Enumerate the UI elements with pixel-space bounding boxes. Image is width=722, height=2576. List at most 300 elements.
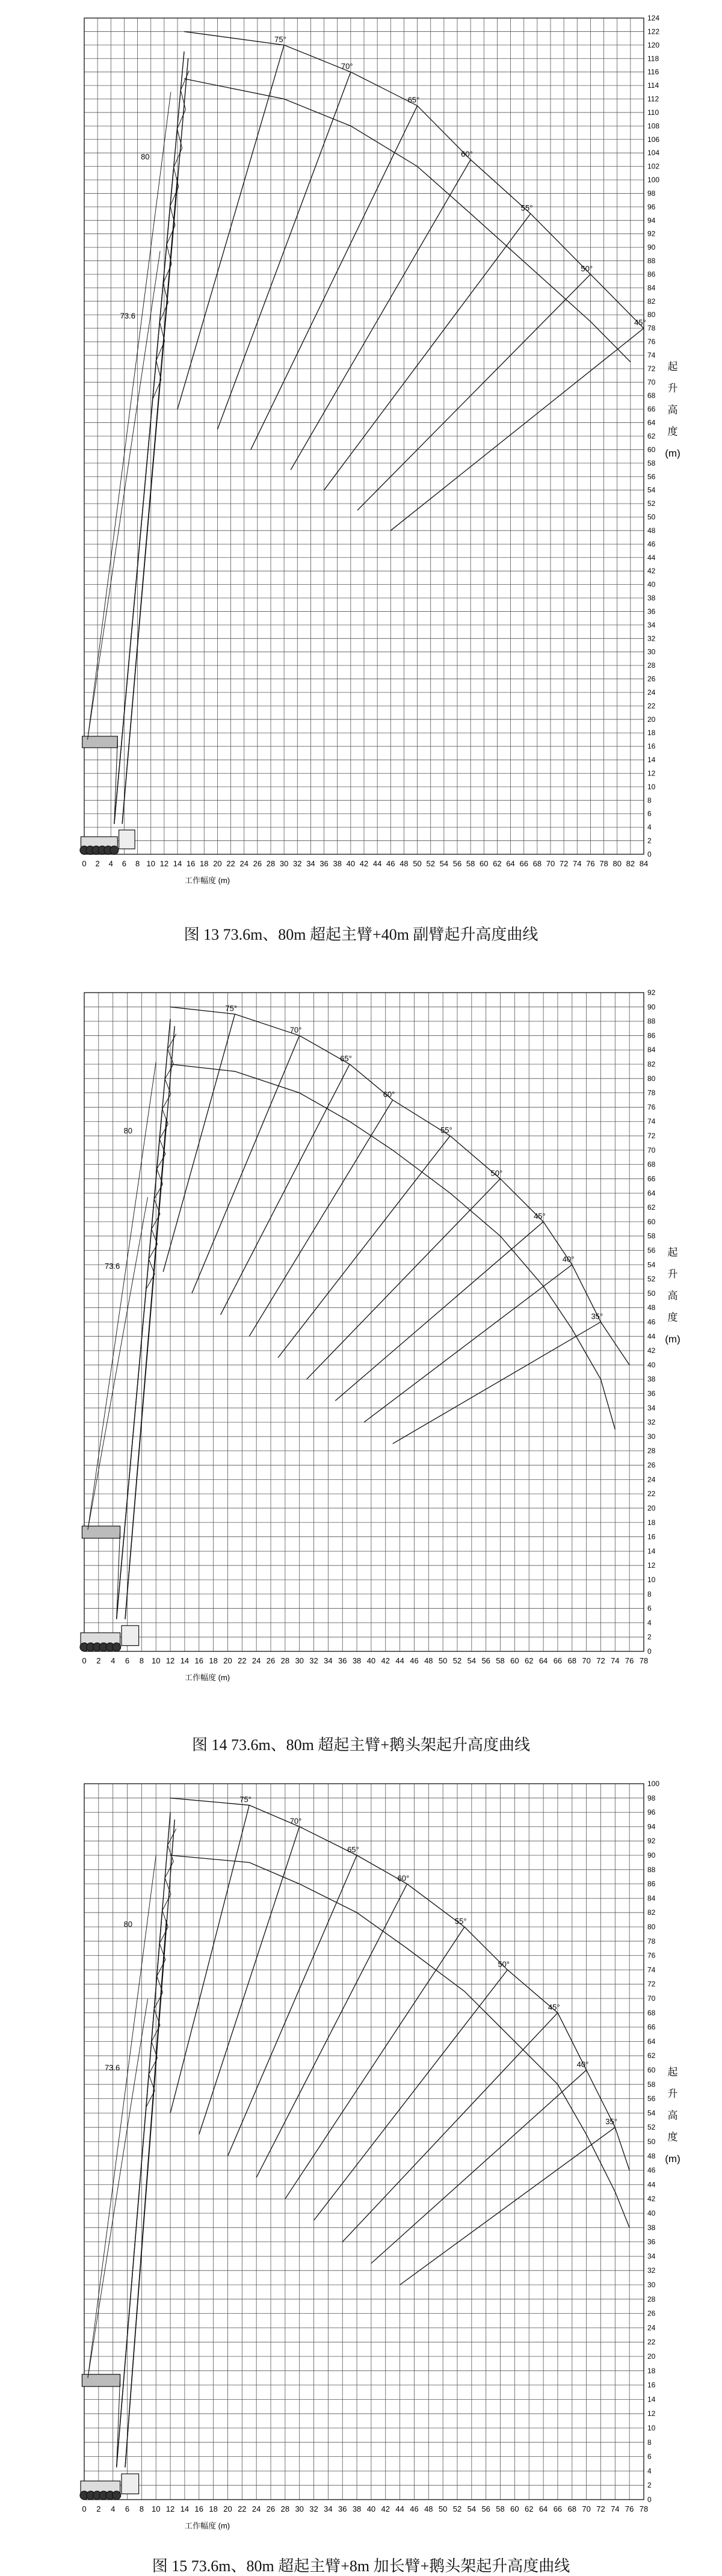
y-axis-label-char: 高 [667, 1290, 678, 1302]
y-tick-label: 62 [647, 2051, 656, 2060]
boom-group [88, 1813, 176, 2468]
figure-14 [0, 981, 722, 1775]
y-tick-label: 84 [647, 1046, 656, 1055]
x-tick-label: 26 [253, 859, 262, 868]
y-tick-label: 24 [647, 2323, 656, 2332]
y-tick-label: 26 [647, 2309, 656, 2318]
y-tick-label: 42 [647, 567, 656, 576]
x-tick-label: 14 [180, 1656, 190, 1665]
x-tick-label: 58 [496, 1656, 505, 1665]
x-tick-label: 40 [366, 2504, 376, 2513]
counterweight-tray [82, 1526, 120, 1538]
y-tick-label: 22 [647, 2338, 656, 2347]
y-tick-label: 14 [647, 2395, 656, 2404]
y-tick-label: 32 [647, 634, 656, 643]
jib-angle-label: 50° [498, 1959, 510, 1969]
y-tick-label: 38 [647, 2223, 656, 2232]
y-tick-label: 44 [647, 1332, 656, 1341]
x-tick-label: 58 [496, 2504, 505, 2513]
y-tick-label: 8 [647, 796, 652, 805]
y-tick-label: 74 [647, 1117, 656, 1126]
y-tick-label: 52 [647, 499, 656, 508]
x-tick-label: 84 [639, 859, 649, 868]
y-tick-label: 62 [647, 432, 656, 440]
y-tick-label: 56 [647, 2094, 656, 2103]
boom-lattice [153, 71, 189, 399]
jib-angle-line [371, 2070, 587, 2263]
superlift-mast [117, 1530, 120, 1619]
y-tick-label: 30 [647, 647, 656, 656]
jib-angle-line [390, 328, 644, 531]
x-tick-label: 60 [480, 859, 489, 868]
x-tick-label: 4 [111, 2504, 116, 2513]
x-tick-label: 46 [410, 2504, 419, 2513]
y-tick-label: 86 [647, 1031, 656, 1040]
x-tick-label: 12 [165, 2504, 175, 2513]
x-tick-label: 34 [324, 2504, 333, 2513]
jib-angle-label: 65° [340, 1054, 352, 1064]
y-tick-label: 42 [647, 1346, 656, 1355]
y-tick-label: 96 [647, 202, 656, 211]
y-tick-label: 86 [647, 270, 656, 279]
x-tick-label: 6 [122, 859, 127, 868]
y-tick-label: 94 [647, 216, 656, 225]
carrier-cab [119, 830, 135, 849]
y-tick-label: 62 [647, 1203, 656, 1212]
x-axis-label: 工作幅度 (m) [185, 876, 230, 885]
y-tick-label: 64 [647, 418, 656, 427]
y-tick-label: 12 [647, 769, 656, 778]
x-tick-label: 2 [96, 2504, 101, 2513]
x-tick-label: 60 [510, 2504, 519, 2513]
y-tick-label: 22 [647, 1490, 656, 1499]
y-tick-label: 66 [647, 1174, 656, 1183]
jib-angle-label: 40° [562, 1254, 575, 1264]
x-tick-label: 56 [481, 1656, 490, 1665]
x-tick-label: 40 [346, 859, 356, 868]
x-tick-label: 58 [466, 859, 475, 868]
x-tick-label: 70 [582, 2504, 591, 2513]
y-tick-label: 72 [647, 1132, 656, 1141]
jib-angle-line [227, 1855, 357, 2156]
jib-angle-label: 35° [591, 1311, 603, 1321]
x-tick-label: 24 [251, 2504, 261, 2513]
x-tick-label: 76 [625, 1656, 634, 1665]
y-tick-label: 82 [647, 297, 656, 306]
x-tick-label: 64 [538, 2504, 548, 2513]
y-tick-label: 90 [647, 243, 656, 252]
y-tick-label: 106 [647, 135, 660, 144]
y-tick-label: 44 [647, 2180, 656, 2189]
x-tick-label: 66 [519, 859, 528, 868]
x-tick-label: 54 [467, 1656, 477, 1665]
y-tick-label: 40 [647, 580, 656, 589]
y-tick-label: 10 [647, 1575, 656, 1584]
x-tick-label: 64 [538, 1656, 548, 1665]
y-tick-label: 12 [647, 1561, 656, 1570]
y-tick-label: 60 [647, 445, 656, 454]
jib-angle-line [324, 214, 531, 490]
boom-length-label: 80 [123, 1126, 133, 1136]
y-axis-label-char: (m) [665, 448, 680, 459]
x-tick-label: 10 [151, 2504, 161, 2513]
x-tick-label: 0 [82, 2504, 87, 2513]
superlift-mast [117, 2378, 120, 2468]
height-envelope-curve [170, 1064, 615, 1429]
y-tick-label: 104 [647, 149, 660, 158]
y-tick-label: 36 [647, 2237, 656, 2246]
y-tick-label: 40 [647, 1360, 656, 1369]
y-tick-label: 78 [647, 324, 656, 333]
y-axis-label-char: (m) [665, 1333, 680, 1345]
y-tick-label: 16 [647, 742, 656, 751]
x-tick-label: 80 [612, 859, 622, 868]
y-axis-label-char: 起 [667, 2066, 678, 2078]
y-tick-label: 34 [647, 2252, 656, 2261]
y-tick-label: 30 [647, 1432, 656, 1441]
x-tick-label: 72 [559, 859, 569, 868]
x-tick-label: 52 [452, 1656, 462, 1665]
y-tick-label: 16 [647, 1532, 656, 1541]
y-tick-label: 92 [647, 988, 656, 997]
y-tick-label: 48 [647, 1303, 656, 1312]
y-tick-label: 74 [647, 351, 656, 360]
carrier-wheel [113, 2491, 121, 2500]
jib-angle-label: 50° [581, 263, 593, 273]
x-tick-label: 44 [372, 859, 382, 868]
x-tick-label: 10 [146, 859, 155, 868]
x-tick-label: 36 [338, 2504, 347, 2513]
jib-angle-line [357, 274, 591, 510]
y-tick-label: 110 [647, 108, 659, 117]
main-boom-line [122, 177, 177, 824]
x-tick-label: 72 [596, 2504, 605, 2513]
jib-angle-label: 65° [407, 95, 420, 105]
y-tick-label: 64 [647, 2037, 656, 2046]
y-tick-label: 48 [647, 2151, 656, 2160]
y-tick-label: 8 [647, 2438, 652, 2447]
y-axis-label-char: 起 [667, 1246, 678, 1259]
y-tick-label: 118 [647, 54, 659, 63]
y-tick-label: 72 [647, 364, 656, 373]
x-tick-label: 78 [639, 1656, 649, 1665]
x-tick-label: 16 [186, 859, 196, 868]
y-tick-label: 94 [647, 1822, 656, 1831]
x-tick-label: 40 [366, 1656, 376, 1665]
x-tick-label: 4 [108, 859, 113, 868]
carrier-cab [122, 1625, 139, 1645]
x-tick-label: 76 [586, 859, 595, 868]
y-tick-label: 80 [647, 310, 656, 319]
y-tick-label: 124 [647, 14, 660, 22]
x-tick-label: 30 [295, 2504, 304, 2513]
y-tick-label: 112 [647, 94, 659, 103]
main-boom-line [125, 1118, 167, 1619]
y-tick-label: 42 [647, 2195, 656, 2204]
pendant-line [88, 92, 171, 740]
x-tick-label: 48 [400, 859, 409, 868]
x-tick-label: 50 [413, 859, 422, 868]
main-boom-line [114, 170, 173, 824]
y-tick-label: 100 [647, 176, 660, 185]
x-tick-label: 18 [200, 859, 209, 868]
y-tick-label: 88 [647, 256, 656, 265]
y-tick-label: 66 [647, 405, 656, 414]
x-tick-label: 14 [180, 2504, 190, 2513]
jib-angle-label: 70° [289, 1025, 302, 1035]
y-tick-label: 46 [647, 1317, 656, 1327]
x-axis-label: 工作幅度 (m) [185, 1673, 230, 1682]
y-tick-label: 60 [647, 1217, 656, 1226]
y-tick-label: 0 [647, 850, 652, 858]
figure-15-caption: 图 15 73.6m、80m 超起主臂+8m 加长臂+鹅头架起升高度曲线 [152, 2557, 570, 2575]
y-axis-label-char: 度 [667, 426, 678, 437]
y-tick-label: 68 [647, 391, 656, 400]
x-tick-label: 2 [95, 859, 100, 868]
y-tick-label: 66 [647, 2023, 656, 2032]
boom-length-label: 80 [123, 1920, 133, 1929]
jib-angle-line [400, 2127, 616, 2285]
x-tick-label: 54 [467, 2504, 477, 2513]
x-tick-label: 22 [238, 1656, 247, 1665]
jib-angle-line [199, 1826, 300, 2134]
jib-angle-label: 45° [534, 1211, 546, 1221]
boom-lattice [146, 1829, 176, 2107]
x-axis-label: 工作幅度 (m) [185, 2521, 230, 2530]
x-tick-label: 38 [333, 859, 342, 868]
jib-angle-line [256, 1884, 407, 2178]
y-tick-label: 18 [647, 729, 656, 738]
y-tick-label: 20 [647, 2352, 656, 2361]
x-tick-label: 34 [324, 1656, 333, 1665]
y-tick-label: 84 [647, 283, 656, 292]
y-tick-label: 82 [647, 1060, 656, 1069]
x-tick-label: 18 [209, 2504, 218, 2513]
y-tick-label: 6 [647, 809, 652, 818]
figure-15 [0, 1772, 722, 2575]
y-tick-label: 40 [647, 2209, 656, 2217]
y-tick-label: 88 [647, 1865, 656, 1874]
y-tick-label: 92 [647, 1837, 656, 1846]
crane-carrier [80, 1526, 139, 1651]
x-tick-label: 44 [395, 1656, 404, 1665]
jib-angle-line [170, 1805, 249, 2113]
y-tick-label: 96 [647, 1808, 656, 1817]
y-tick-label: 72 [647, 1980, 656, 1989]
y-tick-label: 56 [647, 472, 656, 481]
x-tick-label: 30 [295, 1656, 304, 1665]
y-tick-label: 14 [647, 756, 656, 765]
x-tick-label: 78 [599, 859, 608, 868]
x-tick-label: 56 [481, 2504, 490, 2513]
y-tick-label: 54 [647, 485, 656, 495]
x-tick-label: 42 [359, 859, 369, 868]
x-tick-label: 48 [424, 2504, 433, 2513]
y-tick-label: 6 [647, 2452, 652, 2461]
figure-13-caption: 图 13 73.6m、80m 超起主臂+40m 副臂起升高度曲线 [184, 926, 538, 943]
y-tick-label: 20 [647, 715, 656, 724]
x-tick-label: 70 [546, 859, 555, 868]
jib-angle-label: 60° [461, 149, 473, 159]
y-tick-label: 48 [647, 526, 656, 535]
y-tick-label: 64 [647, 1189, 656, 1198]
x-tick-label: 28 [280, 2504, 290, 2513]
crane-carrier [80, 2374, 139, 2500]
y-tick-label: 58 [647, 2080, 656, 2089]
x-tick-label: 48 [424, 1656, 433, 1665]
y-tick-label: 98 [647, 1793, 656, 1802]
y-axis-label-char: 度 [667, 2131, 678, 2143]
x-tick-label: 70 [582, 1656, 591, 1665]
y-tick-label: 32 [647, 1418, 656, 1427]
y-axis-label-char: 高 [667, 404, 678, 416]
y-tick-label: 6 [647, 1604, 652, 1613]
y-tick-label: 108 [647, 122, 660, 131]
x-tick-label: 66 [553, 1656, 563, 1665]
y-tick-label: 18 [647, 1518, 656, 1527]
x-tick-label: 20 [223, 2504, 232, 2513]
y-tick-label: 58 [647, 1231, 656, 1240]
y-tick-label: 34 [647, 1404, 656, 1413]
x-tick-label: 32 [293, 859, 302, 868]
x-tick-label: 18 [209, 1656, 218, 1665]
x-tick-label: 50 [438, 1656, 448, 1665]
y-tick-label: 78 [647, 1088, 656, 1097]
x-tick-label: 72 [596, 1656, 605, 1665]
x-tick-label: 28 [280, 1656, 290, 1665]
y-tick-label: 54 [647, 1260, 656, 1269]
jib-angle-label: 45° [548, 2002, 560, 2012]
x-tick-label: 30 [279, 859, 289, 868]
jib-angle-label: 75° [274, 34, 286, 44]
pendant-line [88, 251, 161, 739]
jib-angle-label: 65° [347, 1845, 359, 1854]
jib-angle-label: 60° [383, 1089, 395, 1099]
y-tick-label: 32 [647, 2266, 656, 2275]
y-tick-label: 86 [647, 1879, 656, 1888]
x-tick-label: 24 [239, 859, 248, 868]
jib-angle-label: 70° [289, 1816, 302, 1826]
x-tick-label: 4 [111, 1656, 116, 1665]
x-tick-label: 8 [139, 2504, 144, 2513]
jib-angle-label: 45° [634, 318, 646, 327]
y-tick-label: 38 [647, 594, 656, 603]
crane-carrier [80, 736, 135, 854]
grid [84, 993, 644, 1651]
boom-length-label: 73.6 [104, 1261, 120, 1271]
y-tick-label: 80 [647, 1074, 656, 1083]
y-tick-label: 68 [647, 1160, 656, 1169]
jib-angle-label: 55° [520, 203, 533, 213]
x-tick-label: 36 [338, 1656, 347, 1665]
x-tick-label: 36 [319, 859, 329, 868]
chart-14 [0, 981, 722, 1775]
y-tick-label: 98 [647, 189, 656, 198]
y-tick-label: 100 [647, 1779, 660, 1788]
x-tick-label: 22 [226, 859, 235, 868]
x-tick-label: 52 [426, 859, 435, 868]
y-tick-label: 90 [647, 1851, 656, 1860]
x-tick-label: 12 [165, 1656, 175, 1665]
figure-14-caption: 图 14 73.6m、80m 超起主臂+鹅头架起升高度曲线 [191, 1736, 531, 1754]
y-tick-label: 84 [647, 1894, 656, 1903]
y-tick-label: 56 [647, 1246, 656, 1255]
y-tick-label: 0 [647, 1647, 652, 1656]
y-tick-label: 82 [647, 1908, 656, 1917]
chart-15 [0, 1772, 722, 2575]
y-tick-label: 54 [647, 2109, 656, 2118]
y-tick-label: 68 [647, 2008, 656, 2017]
y-tick-label: 116 [647, 67, 659, 76]
x-tick-label: 26 [266, 2504, 276, 2513]
y-axis-label-char: 升 [667, 383, 678, 394]
x-tick-label: 74 [611, 2504, 620, 2513]
y-axis-label-char: 升 [667, 1268, 678, 1280]
x-tick-label: 62 [524, 2504, 534, 2513]
boom-length-label: 73.6 [120, 311, 135, 321]
jib-angle-label: 55° [440, 1126, 452, 1135]
x-tick-label: 42 [381, 2504, 390, 2513]
y-tick-label: 2 [647, 2481, 652, 2490]
y-tick-label: 60 [647, 2066, 656, 2074]
jib-angle-label: 35° [605, 2117, 617, 2127]
y-tick-label: 120 [647, 40, 660, 49]
carrier-wheel [113, 1643, 121, 1651]
boom-length-label: 80 [141, 152, 150, 161]
x-tick-label: 8 [135, 859, 140, 868]
jib-angle-line [285, 1927, 464, 2199]
x-tick-label: 2 [96, 1656, 101, 1665]
x-tick-label: 74 [573, 859, 582, 868]
x-tick-label: 32 [309, 2504, 318, 2513]
x-tick-label: 16 [194, 1656, 204, 1665]
y-tick-label: 4 [647, 2467, 652, 2476]
x-tick-label: 68 [532, 859, 542, 868]
x-tick-label: 68 [567, 1656, 577, 1665]
y-tick-label: 74 [647, 1965, 656, 1974]
x-tick-label: 44 [395, 2504, 404, 2513]
y-axis-label-char: 起 [667, 361, 678, 372]
y-tick-label: 76 [647, 1951, 656, 1960]
x-tick-label: 60 [510, 1656, 519, 1665]
y-tick-label: 10 [647, 782, 656, 791]
x-tick-label: 6 [125, 1656, 130, 1665]
x-tick-label: 38 [352, 1656, 362, 1665]
y-tick-label: 52 [647, 2123, 656, 2132]
x-tick-label: 0 [82, 859, 87, 868]
jib-angle-label: 40° [576, 2060, 589, 2069]
y-tick-label: 24 [647, 688, 656, 697]
y-tick-label: 114 [647, 81, 659, 90]
x-tick-label: 32 [309, 1656, 318, 1665]
y-tick-label: 2 [647, 836, 652, 845]
y-tick-label: 70 [647, 1145, 656, 1154]
x-tick-label: 78 [639, 2504, 649, 2513]
y-tick-label: 30 [647, 2281, 656, 2289]
y-tick-label: 8 [647, 1589, 652, 1598]
x-tick-label: 46 [386, 859, 395, 868]
x-tick-label: 74 [611, 1656, 620, 1665]
y-tick-label: 34 [647, 620, 656, 629]
y-tick-label: 76 [647, 337, 656, 347]
y-tick-label: 58 [647, 458, 656, 467]
y-tick-label: 10 [647, 2424, 656, 2432]
y-tick-label: 0 [647, 2495, 652, 2504]
y-tick-label: 88 [647, 1017, 656, 1026]
y-axis-label-char: 升 [667, 2088, 678, 2100]
x-tick-label: 68 [567, 2504, 577, 2513]
superlift-mast [114, 739, 118, 824]
